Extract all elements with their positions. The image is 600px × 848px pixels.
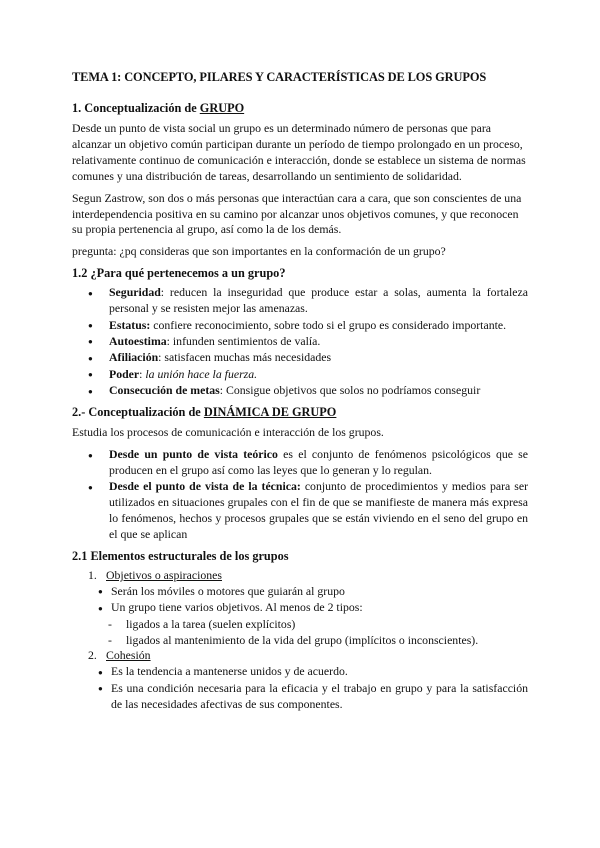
section-1-heading-prefix: 1. Conceptualización de	[72, 101, 200, 115]
numbered-item-2: 2. Cohesión	[88, 648, 151, 663]
list-item: ● Desde un punto de vista teórico es el conjunto de fenómenos psicológicos que se producen en el grupo así como las leyes que lo generan y lo regulan.	[72, 447, 528, 479]
list-item: ● Un grupo tiene varios objetivos. Al menos de 2 tipos:	[72, 600, 528, 616]
section-1-2-heading: 1.2 ¿Para qué pertenecemos a un grupo?	[72, 266, 286, 281]
section-1-heading	[72, 101, 528, 116]
section-2-heading-prefix: 2.- Conceptualización de	[72, 405, 204, 420]
list-item: ● Es una condición necesaria para la eficacia y el trabajo en grupo y para la satisfacción de las necesidades afectivas de sus componentes.	[72, 681, 528, 713]
list-item: ● Poder: la unión hace la fuerza.	[72, 367, 528, 383]
objectives-list	[72, 584, 528, 616]
list-item: ● Consecución de metas: Consigue objetivos que solos no podríamos conseguir	[72, 383, 528, 399]
dynamics-list	[72, 447, 528, 543]
reasons-list	[72, 285, 528, 399]
list-item: ● Serán los móviles o motores que guiarán al grupo	[72, 584, 528, 600]
list-item: ● Seguridad: reducen la inseguridad que produce estar a solas, aumenta la fortaleza personal y se resisten mejor las amenazas.	[72, 285, 528, 317]
list-item: ● Afiliación: satisfacen muchas más necesidades	[72, 350, 528, 366]
section-2-heading	[72, 405, 528, 420]
section-1-question: pregunta: ¿pq consideras que son importantes en la conformación de un grupo?	[72, 244, 446, 259]
dash-item: - ligados al mantenimiento de la vida del grupo (implícitos o inconscientes).	[108, 632, 479, 647]
document-title: TEMA 1: CONCEPTO, PILARES Y CARACTERÍSTICAS DE LOS GRUPOS	[72, 70, 487, 84]
document-page	[72, 70, 528, 719]
dash-item: - ligados a la tarea (suelen explícitos)	[108, 616, 296, 631]
list-item: ● Autoestima: infunden sentimientos de valía.	[72, 334, 528, 350]
section-2-1-heading: 2.1 Elementos estructurales de los grupos	[72, 548, 289, 563]
section-1-paragraph-2: Segun Zastrow, son dos o más personas que interactúan cara a cara, que son conscientes de una interdependencia positiva en su camino por alcanzar unos objetivos comunes, y que reconocen su propia pertenencia al grupo, así como la de los demás.	[72, 190, 522, 237]
cohesion-list	[72, 664, 528, 712]
section-2-paragraph: Estudia los procesos de comunicación e interacción de los grupos.	[72, 425, 384, 440]
numbered-item-1: 1. Objetivos o aspiraciones	[88, 567, 222, 582]
list-item: ● Desde el punto de vista de la técnica: conjunto de procedimientos y medios para ser utilizados en situaciones grupales con el fin de que se manifieste de manera más expresa lo fenómenos, hechos y procesos grupales que se están viviendo en el seno del grupo en el que se aplican	[72, 479, 528, 543]
section-1-paragraph-1: Desde un punto de vista social un grupo es un determinado número de personas que para alcanzar un objetivo común participan durante un período de tiempo prolongado en un proceso, relativamente continuo de comunicación e interacción, donde se establece un sistema de normas comunes y una distribución de tareas, desarrollando un sentimiento de solidaridad.	[72, 121, 526, 183]
section-1-heading-underlined: GRUPO	[199, 101, 245, 115]
list-item: ● Es la tendencia a mantenerse unidos y de acuerdo.	[72, 664, 528, 680]
section-2-heading-underlined: DINÁMICA DE GRUPO	[203, 405, 337, 420]
list-item: ● Estatus: confiere reconocimiento, sobre todo si el grupo es considerado importante.	[72, 318, 528, 334]
